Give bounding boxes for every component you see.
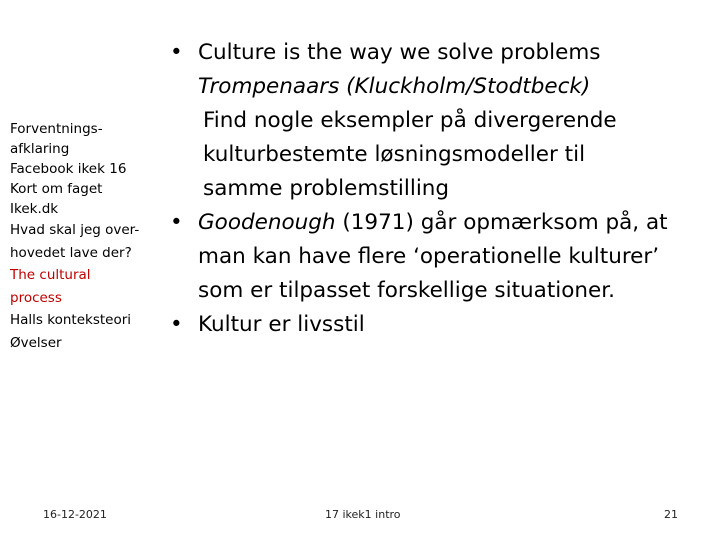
bullet-dot: • — [170, 40, 183, 65]
sidebar-item-kort-om-faget[interactable]: Kort om faget — [10, 181, 103, 197]
bullet-livsstil — [168, 308, 713, 342]
bullet-continuation — [168, 70, 713, 104]
bullet-dot: • — [170, 210, 183, 235]
bullet-culture — [168, 36, 713, 70]
bullet-continuation: Find nogle eksempler på divergerende — [203, 108, 617, 133]
bullet-dot: • — [170, 312, 183, 337]
footer-date: 16-12-2021 — [43, 508, 107, 521]
bullet-continuation: som er tilpasset forskellige situationer. — [198, 278, 615, 303]
bullet-continuation: kulturbestemte løsningsmodeller til — [203, 142, 586, 167]
sidebar-item-ovelser[interactable]: Øvelser — [10, 334, 62, 351]
bullet-text: Culture is the way we solve problems — [198, 40, 601, 65]
sidebar-item-hvad-skal[interactable]: Hvad skal jeg over- — [10, 222, 140, 238]
sidebar-item-ikek-dk[interactable]: Ikek.dk — [10, 201, 59, 217]
bullet-goodenough — [168, 206, 713, 240]
bullet-continuation: samme problemstilling — [203, 176, 450, 201]
citation-text: Trompenaars (Kluckholm/Stodtbeck) — [198, 74, 591, 99]
sidebar-item-afklaring[interactable]: afklaring — [10, 141, 70, 157]
sidebar-item-halls[interactable]: Halls konteksteori — [10, 312, 132, 328]
sidebar-item-facebook[interactable]: Facebook ikek 16 — [10, 161, 127, 177]
bullet-text: (1971) går opmærksom på, at — [335, 210, 668, 235]
footer-title: 17 ikek1 intro — [325, 508, 401, 521]
bullet-text: Kultur er livsstil — [198, 312, 365, 337]
bullet-continuation: man kan have flere ‘operationelle kulturer’ — [198, 244, 660, 269]
author-name: Goodenough — [198, 210, 336, 235]
sidebar-item-forventnings[interactable]: Forventnings- — [10, 121, 103, 137]
sidebar-item-the-cultural[interactable]: The cultural — [10, 267, 91, 283]
sidebar-item-process[interactable]: process — [10, 289, 62, 306]
sidebar-nav — [10, 119, 160, 354]
page-number: 21 — [664, 508, 678, 521]
sidebar-item-hovedet[interactable]: hovedet lave der? — [10, 244, 132, 261]
slide-content — [168, 36, 713, 342]
